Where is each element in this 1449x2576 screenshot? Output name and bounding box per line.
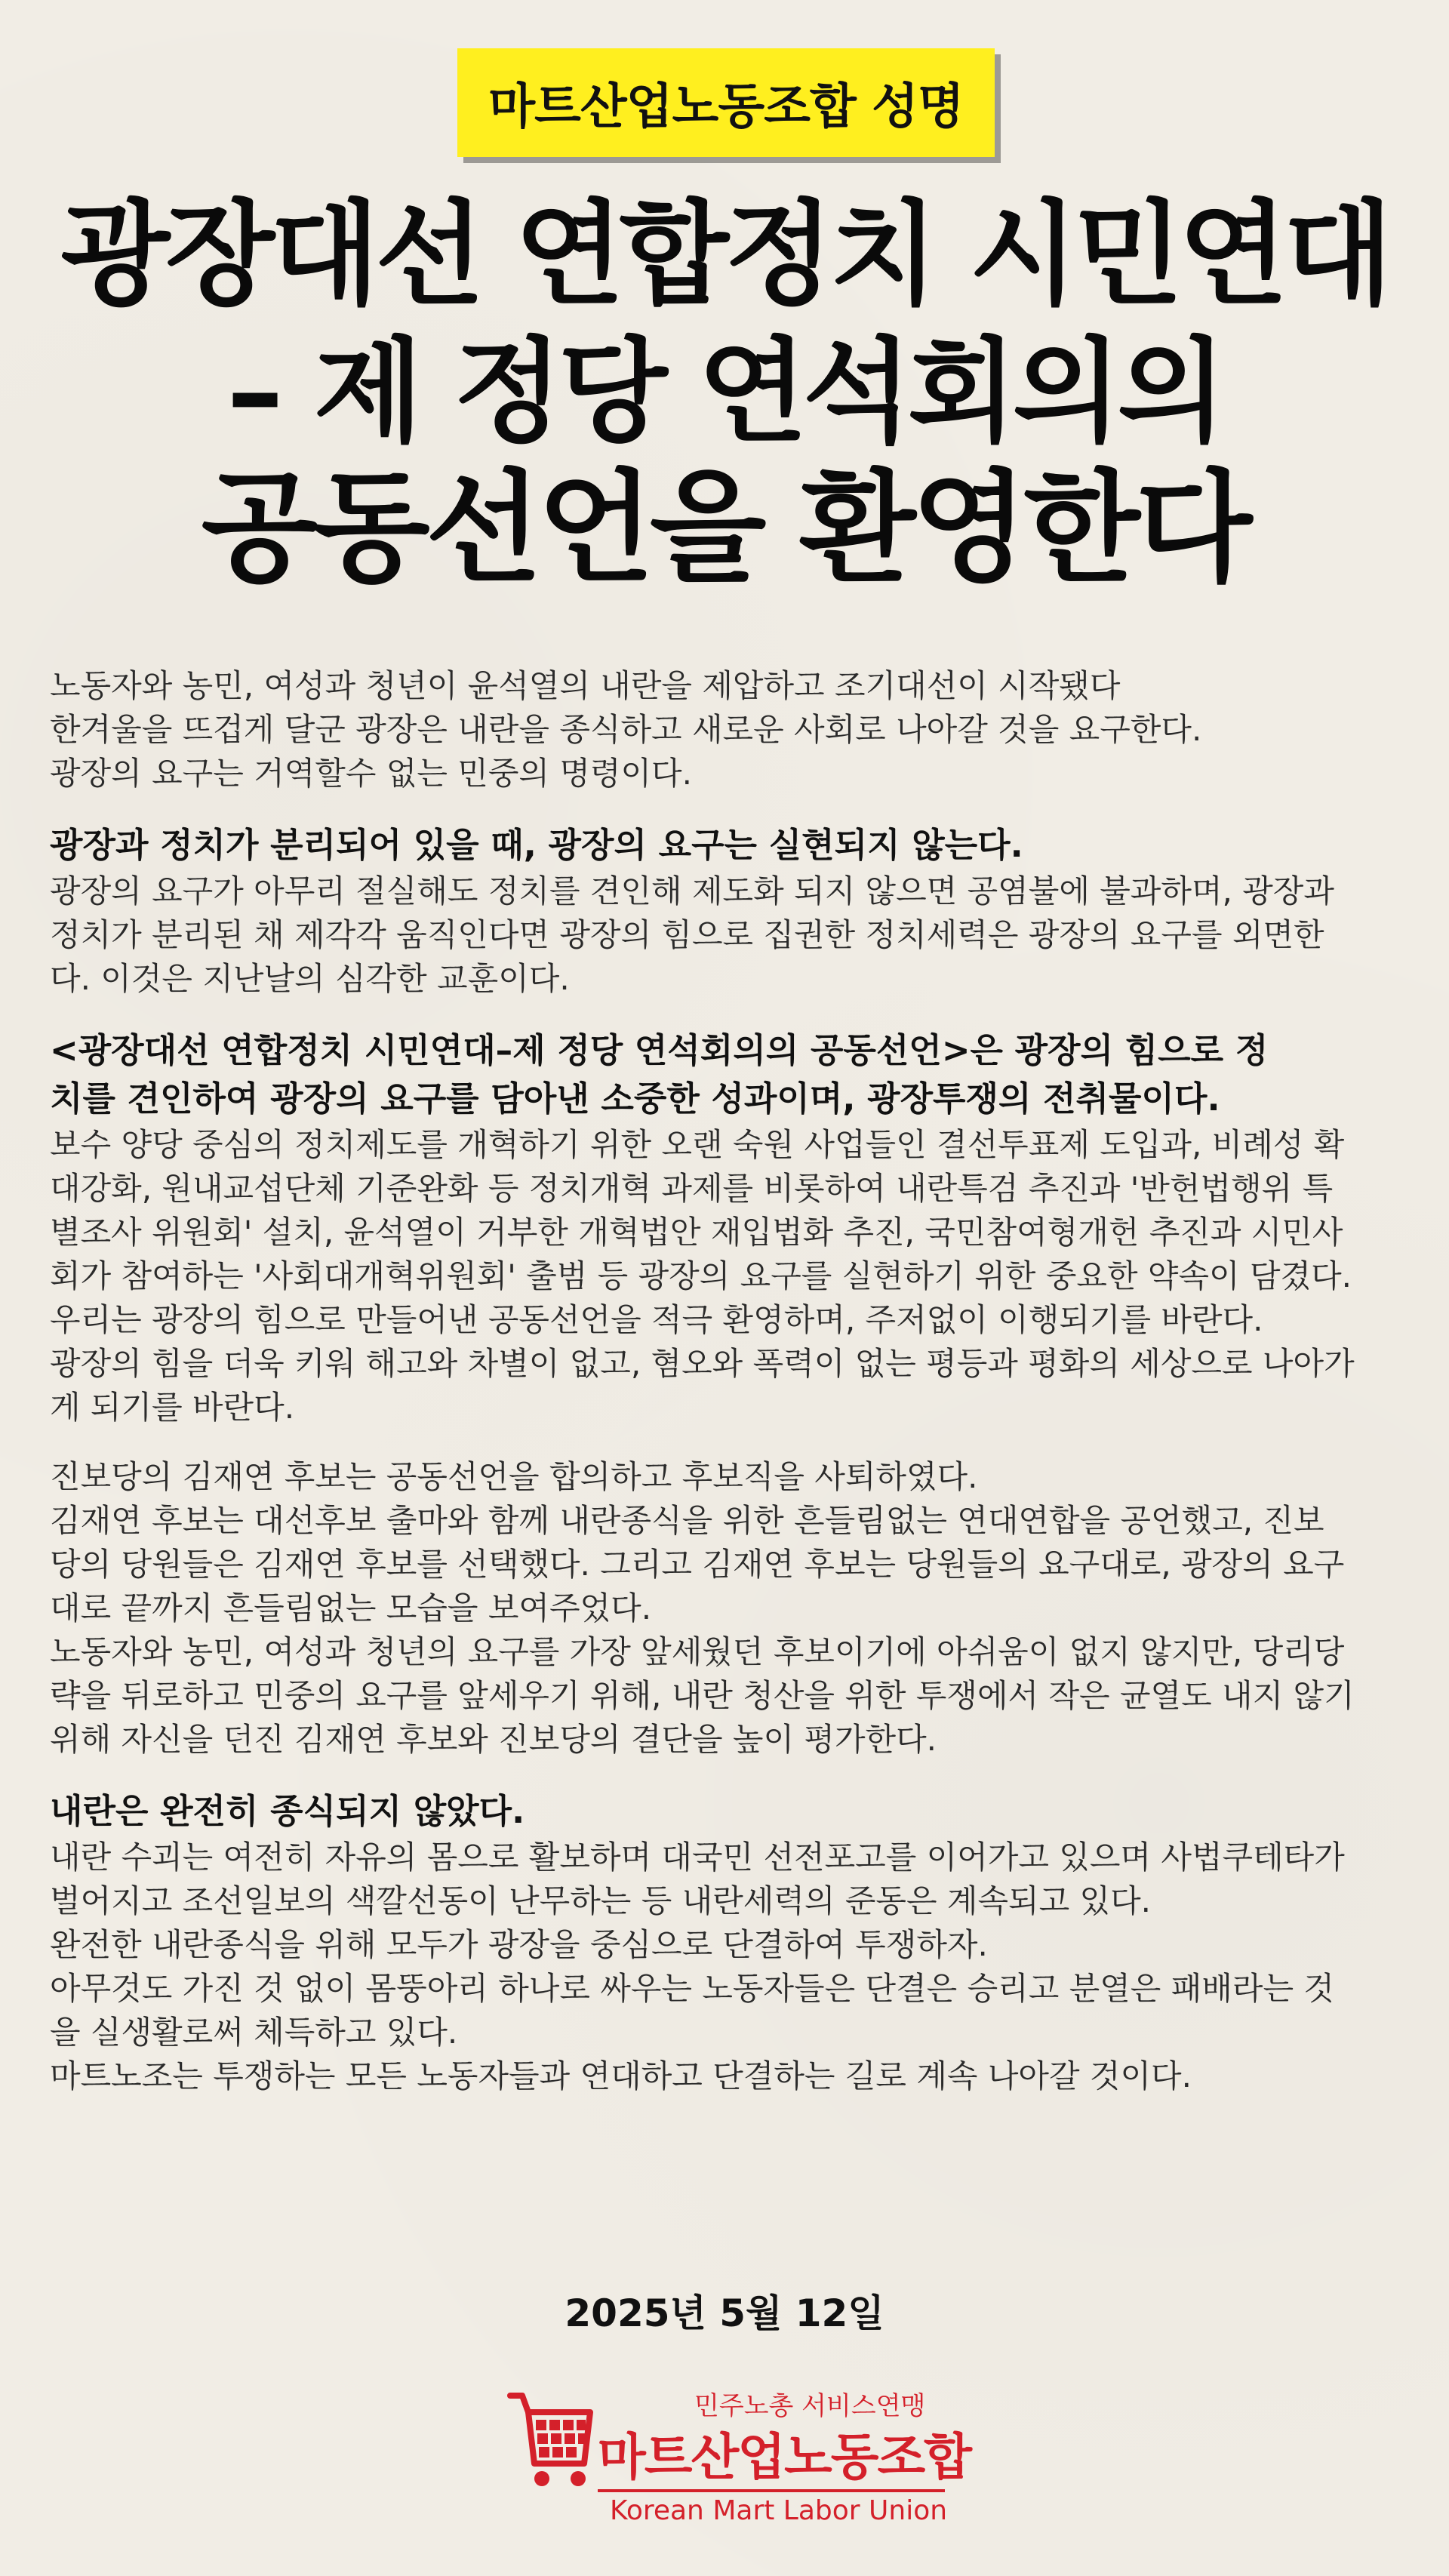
statement-body (50, 664, 1401, 2098)
paragraph-line: 정치가 분리된 채 제각각 움직인다면 광장의 힘으로 집권한 정치세력은 광장의 요구를 외면한 (50, 916, 1324, 953)
paragraph-line: 한겨울을 뜨겁게 달군 광장은 내란을 종식하고 새로운 사회로 나아갈 것을 요구한다. (50, 711, 1202, 748)
headline-line-2: – 제 정당 연석회의의 (226, 327, 1223, 458)
paragraph-line: 김재연 후보는 대선후보 출마와 함께 내란종식을 위한 흔들림없는 연대연합을 공언했고, 진보 (50, 1502, 1324, 1539)
paragraph-line: 략을 뒤로하고 민중의 요구를 앞세우기 위해, 내란 청산을 위한 투쟁에서 작은 균열도 내지 않기 (50, 1677, 1355, 1714)
paragraph-line: 보수 양당 중심의 정치제도를 개혁하기 위한 오랜 숙원 사업들인 결선투표제 도입과, 비례성 확 (50, 1126, 1345, 1163)
paragraph-line: 다. 이것은 지난날의 심각한 교훈이다. (50, 960, 570, 997)
union-logo (506, 2385, 971, 2536)
paragraph-line: 노동자와 농민, 여성과 청년의 요구를 가장 앞세웠던 후보이기에 아쉬움이 없지 않지만, 당리당 (50, 1633, 1345, 1670)
shopping-cart-icon (506, 2385, 596, 2491)
paragraph-line: 아무것도 가진 것 없이 몸뚱아리 하나로 싸우는 노동자들은 단결은 승리고 분열은 패배라는 것 (50, 1970, 1334, 2007)
paragraph-line: 광장의 요구가 아무리 절실해도 정치를 견인해 제도화 되지 않으면 공염불에 불과하며, 광장과 (50, 873, 1334, 909)
logo-divider (598, 2489, 945, 2492)
paragraph-line: 당의 당원들은 김재연 후보를 선택했다. 그리고 김재연 후보는 당원들의 요구대로, 광장의 요구 (50, 1546, 1345, 1583)
paragraph-gap (50, 1762, 1401, 1787)
paragraph-line: 내란 수괴는 여전히 자유의 몸으로 활보하며 대국민 선전포고를 이어가고 있으며 사법쿠테타가 (50, 1839, 1345, 1876)
headline-line-1: 광장대선 연합정치 시민연대 (60, 189, 1389, 321)
logo-english-name: Korean Mart Labor Union (610, 2495, 948, 2526)
paragraph-line: 별조사 위원회' 설치, 윤석열이 거부한 개혁법안 재입법화 추진, 국민참여형개헌 추진과 시민사 (50, 1214, 1343, 1251)
section-heading-line: 내란은 완전히 종식되지 않았다. (50, 1791, 525, 1831)
paragraph-line: 을 실생활로써 체득하고 있다. (50, 2014, 458, 2051)
section-heading-line: <광장대선 연합정치 시민연대–제 정당 연석회의의 공동선언>은 광장의 힘으로 정 (50, 1030, 1269, 1070)
section-heading-line: 광장과 정치가 분리되어 있을 때, 광장의 요구는 실현되지 않는다. (50, 825, 1023, 865)
headline-line-3: 공동선언을 환영한다 (201, 457, 1248, 599)
paragraph-line: 노동자와 농민, 여성과 청년이 윤석열의 내란을 제압하고 조기대선이 시작됐다 (50, 667, 1121, 704)
paragraph-line: 게 되기를 바란다. (50, 1389, 295, 1426)
paragraph-line: 우리는 광장의 힘으로 만들어낸 공동선언을 적극 환영하며, 주저없이 이행되기를 바란다. (50, 1301, 1263, 1338)
section-heading-line: 치를 견인하여 광장의 요구를 담아낸 소중한 성과이며, 광장투쟁의 전취물이다. (50, 1079, 1220, 1119)
paragraph-line: 회가 참여하는 '사회대개혁위원회' 출범 등 광장의 요구를 실현하기 위한 중요한 약속이 담겼다. (50, 1257, 1352, 1294)
paragraph-line: 위해 자신을 던진 김재연 후보와 진보당의 결단을 높이 평가한다. (50, 1721, 937, 1758)
paragraph-line: 대로 끝까지 흔들림없는 모습을 보여주었다. (50, 1590, 652, 1627)
paragraph-gap (50, 796, 1401, 821)
paragraph-gap (50, 1430, 1401, 1455)
paragraph-line: 벌어지고 조선일보의 색깔선동이 난무하는 등 내란세력의 준동은 계속되고 있다. (50, 1882, 1152, 1919)
paragraph-line: 대강화, 원내교섭단체 기준완화 등 정치개혁 과제를 비롯하여 내란특검 추진과 '반헌법행위 특 (50, 1170, 1334, 1207)
paragraph-line: 마트노조는 투쟁하는 모든 노동자들과 연대하고 단결하는 길로 계속 나아갈 것이다. (50, 2057, 1192, 2094)
paragraph-line: 진보당의 김재연 후보는 공동선언을 합의하고 후보직을 사퇴하였다. (50, 1458, 978, 1495)
paragraph-line: 광장의 요구는 거역할수 없는 민중의 명령이다. (50, 755, 692, 792)
logo-subtitle: 민주노총 서비스연맹 (694, 2391, 926, 2421)
paragraph-line: 완전한 내란종식을 위해 모두가 광장을 중심으로 단결하여 투쟁하자. (50, 1926, 988, 1963)
statement-date: 2025년 5월 12일 (565, 2291, 884, 2335)
paragraph-line: 광장의 힘을 더욱 키워 해고와 차별이 없고, 혐오와 폭력이 없는 평등과 평화의 세상으로 나아가 (50, 1345, 1355, 1382)
paragraph-gap (50, 1001, 1401, 1026)
logo-name: 마트산업노동조합 (598, 2428, 971, 2486)
statement-badge: 마트산업노동조합 성명 (457, 48, 995, 157)
